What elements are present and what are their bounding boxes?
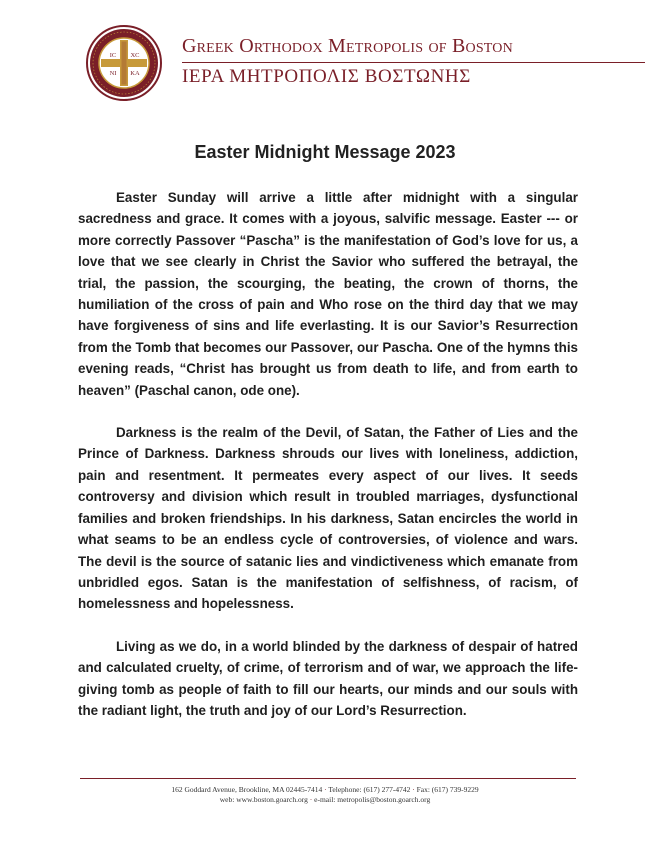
footer-divider (80, 778, 576, 779)
message-body (78, 187, 578, 742)
paragraph: Living as we do, in a world blinded by the darkness of despair of hatred and calculated cruelty, of crime, of terrorism and of war, we approach the life-giving tomb as people of faith to fill our hearts, our minds and our souls with the radiant light, the truth and joy of our Lord’s Resurrection. (78, 638, 578, 718)
footer-separator: · (324, 785, 329, 794)
footer-line-2 (0, 795, 650, 805)
letterhead (85, 24, 585, 104)
letterhead-divider (182, 62, 645, 63)
footer-email: e-mail: metropolis@boston.goarch.org (314, 795, 431, 804)
footer-web: web: www.boston.goarch.org (219, 795, 308, 804)
footer-separator: · (412, 785, 417, 794)
footer-telephone: Telephone: (617) 277-4742 (328, 785, 411, 794)
seal-text-ic: IC (109, 52, 117, 59)
metropolis-seal-logo (85, 24, 163, 102)
footer-contact (0, 785, 650, 805)
footer-address: 162 Goddard Avenue, Brookline, MA 02445-7414 (171, 785, 323, 794)
document-title: Easter Midnight Message 2023 (194, 142, 456, 162)
footer-separator: · (309, 795, 315, 804)
paragraph: Darkness is the realm of the Devil, of Satan, the Father of Lies and the Prince of Darkness. Darkness shrouds our lives with loneliness, addiction, pain and resentment. It permeates every aspect of our lives. It seeds controversy and division which result in troubled marriages, dysfunctional families and broken friendships. In his darkness, Satan encircles the world in what seams to be an endless cycle of controversies, of violence and wars. The devil is the source of satanic lies and vindictiveness which emanate from unbridled egos. Satan is the manifestation of selfishness, of racism, of homelessness and hopelessness. (78, 425, 578, 612)
footer-line-1 (0, 785, 650, 795)
footer-fax: Fax: (617) 739-9229 (416, 785, 479, 794)
seal-text-xc: XC (130, 52, 140, 59)
seal-text-ni: NI (109, 70, 117, 77)
org-name-greek: ΙΕΡΑ ΜΗΤΡΟΠΟΛΙΣ ΒΟΣΤΩΝΗΣ (182, 66, 471, 87)
paragraph: Easter Sunday will arrive a little after midnight with a singular sacredness and grace. It comes with a joyous, salvific message. Easter --- or more correctly Passover “Pascha” is the manifestation of God’s love for us, a love that we see clearly in Christ the Savior who suffered the betrayal, the trial, the passion, the scourging, the beating, the crown of thorns, the humiliation of the cross of pain and Who rose on the third day that we may have forgiveness of sins and life everlasting. It is our Savior’s Resurrection from the Tomb that becomes our Passover, our Pascha. One of the hymns this evening reads, “Christ has brought us from death to life, and from earth to heaven” (Paschal canon, ode one). (78, 190, 578, 398)
seal-text-ka: KA (130, 70, 140, 77)
org-name-english: Greek Orthodox Metropolis of Boston (182, 35, 513, 57)
